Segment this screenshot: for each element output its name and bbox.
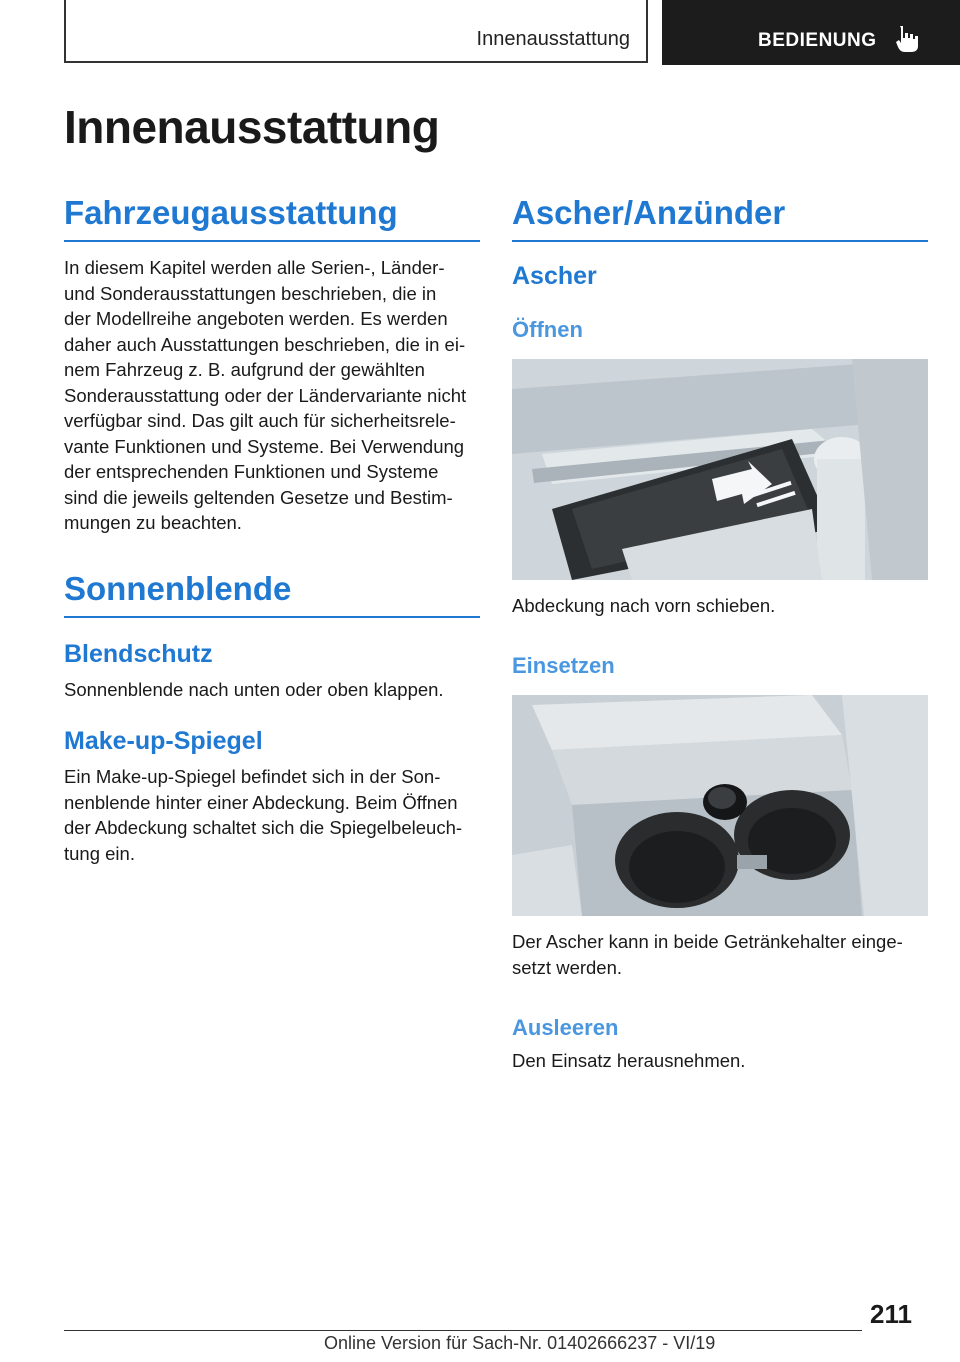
oeffnen-caption: Abdeckung nach vorn schieben. (512, 595, 776, 616)
heading-fahrzeugausstattung: Fahrzeugausstattung (64, 194, 480, 242)
text-line: tung ein. (64, 842, 135, 864)
text-line: sind die jeweils geltenden Gesetze und Bestim‐ (64, 486, 453, 508)
text-line: mungen zu beachten. (64, 512, 242, 533)
text-line: setzt werden. (512, 956, 623, 978)
page-title: Innenausstattung (64, 101, 440, 153)
header-section-title: Innenausstattung (476, 28, 630, 50)
text-line: nenblende hinter einer Abdeckung. Beim Öffnen (64, 791, 458, 813)
text-line: und Sonderausstattungen beschrieben, die in (64, 282, 437, 304)
text-line: daher auch Ausstattungen beschrieben, die in ei‐ (64, 333, 466, 355)
text-line: Sonderausstattung oder der Ländervariante nicht (64, 384, 467, 406)
page-number: 211 (870, 1299, 912, 1329)
make-up-spiegel-text (64, 764, 480, 866)
footer-divider (64, 1330, 862, 1331)
header-section-box (64, 0, 648, 63)
heading-ascher-anzuender: Ascher/Anzünder (512, 194, 928, 242)
text-line: der Modellreihe angeboten werden. Es werden (64, 308, 448, 329)
text-line: verfügbar sind. Das gilt auch für sicherheitsrele‐ (64, 410, 456, 431)
heading-blendschutz: Blendschutz (64, 640, 213, 668)
text-line: der Abdeckung schaltet sich die Spiegelbeleuch‐ (64, 817, 463, 838)
ashtray-open-drawing (512, 359, 928, 580)
heading-ausleeren: Ausleeren (512, 1015, 619, 1040)
ashtray-open-illustration (512, 359, 928, 580)
header-chapter-label: BEDIENUNG (758, 30, 877, 51)
text-line: Ein Make-up-Spiegel befindet sich in der Son‐ (64, 766, 441, 787)
text-line: Der Ascher kann in beide Getränkehalter einge‐ (512, 931, 903, 952)
text-line: der entsprechenden Funktionen und Systeme (64, 461, 439, 482)
heading-einsetzen: Einsetzen (512, 653, 615, 678)
ashtray-cupholder-illustration (512, 695, 928, 916)
heading-sonnenblende: Sonnenblende (64, 570, 480, 618)
header-chapter-tab (662, 0, 960, 65)
heading-oeffnen: Öffnen (512, 317, 583, 342)
ausleeren-text: Den Einsatz herausnehmen. (512, 1050, 746, 1071)
heading-ascher: Ascher (512, 262, 597, 290)
text-line: In diesem Kapitel werden alle Serien-, Länder- (64, 257, 445, 278)
ashtray-cupholder-drawing (512, 695, 928, 916)
fahrzeugausstattung-text (64, 255, 480, 536)
text-line: vante Funktionen und Systeme. Bei Verwendung (64, 435, 465, 457)
text-line: nem Fahrzeug z. B. aufgrund der gewählten (64, 359, 425, 380)
footer-online-version: Online Version für Sach-Nr. 01402666237 - VI/19 (324, 1333, 716, 1353)
blendschutz-text: Sonnenblende nach unten oder oben klappen. (64, 679, 444, 700)
pointing-hand-icon (894, 24, 920, 54)
heading-make-up-spiegel: Make-up-Spiegel (64, 727, 263, 755)
einsetzen-text (512, 929, 928, 980)
